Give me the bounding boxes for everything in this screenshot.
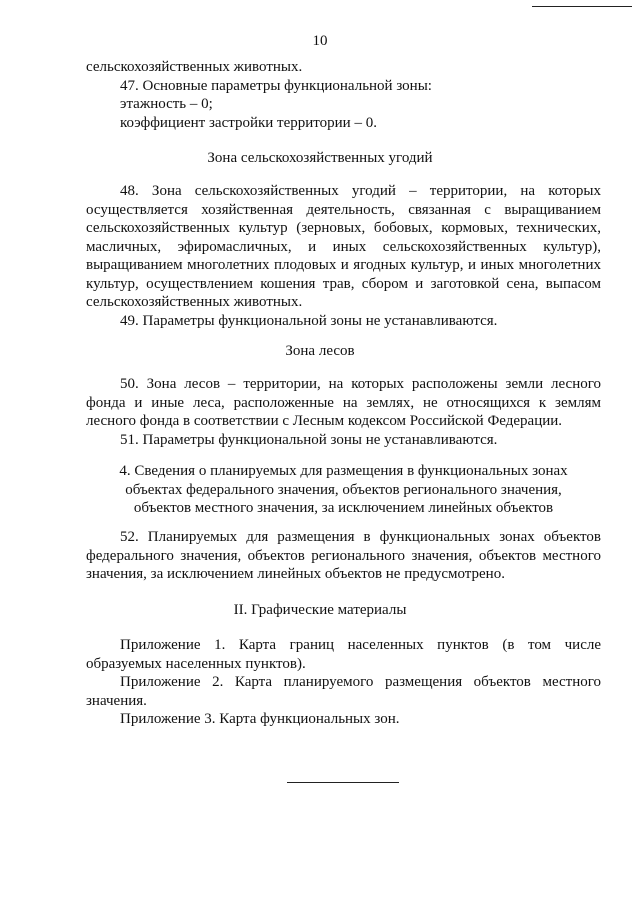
- paragraph-50: 50. Зона лесов – территории, на которых расположены земли лесного фонда и иные леса, расположенные на землях, не относящихся к землям лесного фонда в соответствии с Лесным кодексом Российской Федерации.: [86, 376, 601, 429]
- page-number: 10: [312, 33, 328, 49]
- heading-graphic-materials: II. Графические материалы: [233, 602, 407, 618]
- agricultural-block: [86, 182, 601, 330]
- parameters-block: [86, 58, 601, 132]
- section-4-heading: [86, 462, 601, 518]
- appendix-2: Приложение 2. Карта планируемого размещения объектов местного значения.: [86, 674, 601, 709]
- section-4-line: объектов местного значения, за исключением линейных объектов: [133, 500, 554, 516]
- paragraph-51: 51. Параметры функциональной зоны не устанавливаются.: [120, 431, 498, 448]
- forest-block: [86, 375, 601, 449]
- paragraph-49: 49. Параметры функциональной зоны не устанавливаются.: [120, 312, 498, 329]
- parameter-coefficient: коэффициент застройки территории – 0.: [120, 114, 377, 131]
- text-line: сельскохозяйственных животных.: [86, 59, 303, 75]
- appendix-1: Приложение 1. Карта границ населенных пунктов (в том числе образуемых населенных пунктов).: [86, 637, 601, 672]
- paragraph-47: 47. Основные параметры функциональной зоны:: [120, 77, 432, 94]
- paragraph-48: 48. Зона сельскохозяйственных угодий – территории, на которых осуществляется хозяйственная деятельность, связанная с выращиванием сельскохозяйственных культур (зерновых, бобовых, кормовых, технических, масличных, эфиромасличных, и иных сельскохозяйственных культур), выращиванием многолетних плодовых и ягодных культур, и иных многолетних культур, осуществлением кошения трав, сбором и заготовкой сена, выпасом сельскохозяйственных животных.: [86, 183, 601, 310]
- heading-forest-zone: Зона лесов: [285, 343, 355, 359]
- appendix-3: Приложение 3. Карта функциональных зон.: [120, 711, 400, 727]
- end-divider: [287, 782, 399, 783]
- heading-agricultural-zone: Зона сельскохозяйственных угодий: [207, 150, 433, 166]
- paragraph-52: 52. Планируемых для размещения в функциональных зонах объектов федерального значения, объектов регионального значения, объектов местного значения, за исключением линейных объектов не предусмотрено.: [86, 529, 601, 582]
- corner-mark: [532, 0, 632, 7]
- section-4-line: 4. Сведения о планируемых для размещения в функциональных зонах: [119, 463, 568, 479]
- section-4-line: объектах федерального значения, объектов регионального значения,: [125, 481, 562, 498]
- appendices-block: [86, 636, 601, 729]
- paragraph-52-block: [86, 528, 601, 584]
- parameter-floors: этажность – 0;: [120, 96, 213, 112]
